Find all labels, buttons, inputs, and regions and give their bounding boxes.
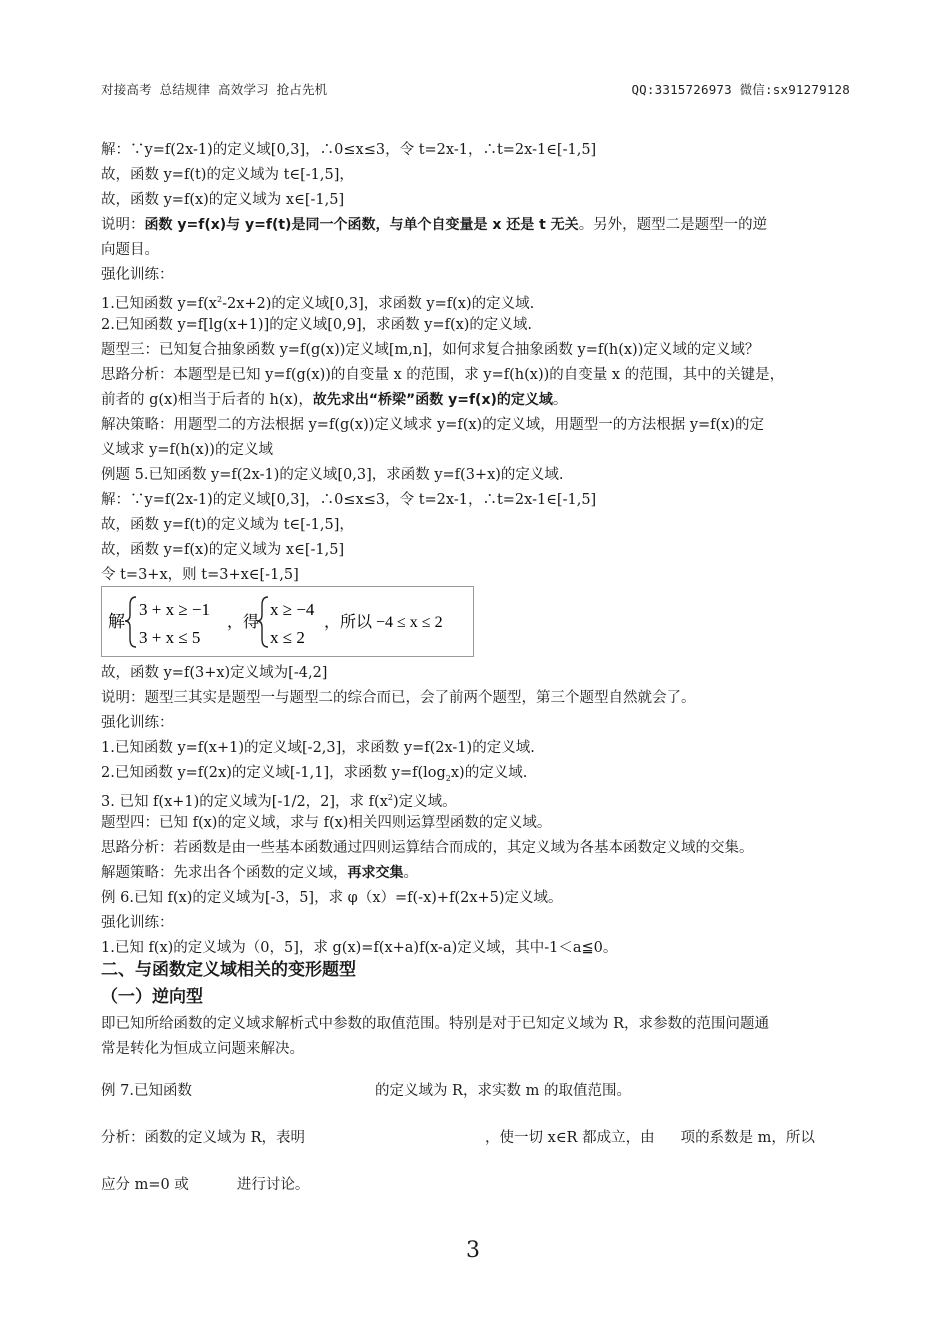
- solution-line-3: 故，函数 y=f(x)的定义域为 x∈[-1,5]: [101, 192, 345, 208]
- log-base: 2: [445, 774, 451, 783]
- type4-strategy-bold: 再求交集: [347, 865, 404, 881]
- practice-item-1-a: 1.已知函数 y=f(x: [101, 295, 217, 312]
- practice2-item-2-b: x)的定义域.: [450, 765, 528, 781]
- get-label: ，得: [227, 614, 260, 631]
- practice-item-1-b: -2x+2)的定义域[0,3]，求函数 y=f(x)的定义域.: [222, 295, 535, 312]
- practice-item-1: [101, 290, 861, 314]
- type3-analysis-2: [101, 390, 861, 410]
- example5-result: 故，函数 y=f(3+x)定义域为[-4,2]: [101, 665, 328, 681]
- solution-line-1: 解：∵y=f(2x-1)的定义域[0,3]，∴0≤x≤3，令 t=2x-1，∴t=2x-1∈[-1,5]: [101, 142, 597, 158]
- example5-line-2: 故，函数 y=f(t)的定义域为 t∈[-1,5]，: [101, 517, 354, 533]
- example7-analysis: [101, 1128, 861, 1148]
- exponent-2: 2: [387, 793, 393, 802]
- page-number: 3: [466, 1238, 480, 1263]
- type3-analysis-2-a: 前者的 g(x)相当于后者的 h(x)，: [101, 392, 313, 408]
- practice2-item-2-a: 2.已知函数 y=f(2x)的定义域[-1,1]，求函数 y=f(log: [101, 765, 446, 781]
- header-contact: QQ:3315726973 微信:sx91279128: [631, 82, 850, 97]
- example5-line-3: 故，函数 y=f(x)的定义域为 x∈[-1,5]: [101, 542, 345, 558]
- example7-discuss-b: 进行讨论。: [236, 1177, 310, 1193]
- practice-heading-3: 强化训练：: [101, 915, 174, 931]
- example7-analysis-c: 项的系数是 m，所以: [680, 1130, 815, 1146]
- practice2-item-3-a: 3. 已知 f(x+1)的定义域为[-1/2，2]，求 f(x: [101, 793, 388, 810]
- example7-analysis-a: 分析：函数的定义域为 R，表明: [101, 1130, 306, 1146]
- example7-title-a: 例 7.已知函数: [101, 1083, 192, 1099]
- example7-title: [101, 1081, 861, 1101]
- example7-title-b: 的定义域为 R，求实数 m 的取值范围。: [374, 1083, 631, 1099]
- inequality-row-4: x ≤ 2: [270, 628, 305, 647]
- note-label: 说明：: [101, 217, 145, 233]
- note-line-2: 向题目。: [101, 242, 159, 258]
- practice2-item-3: [101, 788, 861, 812]
- inequality-row-2: 3 + x ≤ 5: [139, 628, 201, 647]
- example5-title: 例题 5.已知函数 y=f(2x-1)的定义域[0,3]，求函数 y=f(3+x)的定义域.: [101, 467, 564, 483]
- practice2-item-1: 1.已知函数 y=f(x+1)的定义域[-2,3]，求函数 y=f(2x-1)的定义域.: [101, 740, 535, 756]
- inverse-intro-2: 常是转化为恒成立问题来解决。: [101, 1041, 304, 1057]
- example7-discuss-a: 应分 m=0 或: [101, 1177, 189, 1193]
- solve-label: 解: [108, 612, 125, 631]
- exponent: 2: [217, 295, 223, 304]
- inequality-system-image: [101, 586, 474, 657]
- solution-line-2: 故，函数 y=f(t)的定义域为 t∈[-1,5]，: [101, 167, 354, 183]
- conclusion-label: ，所以 −4 ≤ x ≤ 2: [324, 614, 443, 631]
- type3-strategy-2: 义域求 y=f(h(x))的定义域: [101, 442, 273, 458]
- type3-note: 说明：题型三其实是题型一与题型二的综合而已，会了前两个题型，第三个题型自然就会了。: [101, 690, 696, 706]
- example6-title: 例 6.已知 f(x)的定义域为[-3，5]，求 φ（x）=f(-x)+f(2x+5)定义域。: [101, 890, 563, 906]
- practice2-item-2: [101, 763, 861, 789]
- type3-title: 题型三：已知复合抽象函数 y=f(g(x))定义域[m,n]，如何求复合抽象函数 y=f(h(x))定义域的定义域？: [101, 342, 760, 358]
- practice-heading: 强化训练：: [101, 267, 174, 283]
- type3-strategy-1: 解决策略：用题型二的方法根据 y=f(g(x))定义域求 y=f(x)的定义域，用题型一的方法根据 y=f(x)的定: [101, 417, 765, 433]
- example7-analysis-b: ，使一切 x∈R 都成立，由: [485, 1130, 655, 1146]
- type4-strategy: [101, 863, 861, 883]
- left-brace-1: [125, 597, 136, 647]
- practice3-item-1: 1.已知 f(x)的定义域为（0，5]，求 g(x)=f(x+a)f(x-a)定义域，其中-1＜a≦0。: [101, 940, 618, 956]
- type3-analysis-bold: 故先求出“桥梁”函数 y=f(x)的定义域: [312, 392, 553, 408]
- type4-analysis: 思路分析：若函数是由一些基本函数通过四则运算结合而成的，其定义域为各基本函数定义域的交集。: [101, 840, 754, 856]
- example5-line-4: 令 t=3+x，则 t=3+x∈[-1,5]: [101, 567, 299, 583]
- example5-line-1: 解：∵y=f(2x-1)的定义域[0,3]，∴0≤x≤3，令 t=2x-1，∴t=2x-1∈[-1,5]: [101, 492, 597, 508]
- header-slogan: 对接高考 总结规律 高效学习 抢占先机: [101, 82, 328, 97]
- practice2-item-3-b: )定义域。: [392, 793, 457, 810]
- type4-title: 题型四：已知 f(x)的定义域，求与 f(x)相关四则运算型函数的定义域。: [101, 815, 552, 831]
- inequality-row-3: x ≥ −4: [270, 600, 315, 619]
- type4-strategy-a: 解题策略：先求出各个函数的定义域，: [101, 865, 348, 881]
- practice-heading-2: 强化训练：: [101, 715, 174, 731]
- example7-discuss: [101, 1175, 861, 1195]
- subsection-heading-1: （一）逆向型: [101, 987, 203, 1007]
- type3-analysis-2-c: 。: [552, 392, 568, 408]
- section-heading-2: 二、与函数定义域相关的变形题型: [101, 960, 356, 980]
- note-bold: 函数 y=f(x)与 y=f(t)是同一个函数，与单个自变量是 x 还是 t 无关: [144, 217, 579, 233]
- type3-analysis-1: 思路分析：本题型是已知 y=f(g(x))的自变量 x 的范围，求 y=f(h(x))的自变量 x 的范围，其中的关键是，: [101, 367, 785, 383]
- inequality-row-1: 3 + x ≥ −1: [139, 600, 211, 619]
- note-tail: 。另外，题型二是题型一的逆: [578, 217, 768, 233]
- type4-strategy-c: 。: [403, 865, 418, 881]
- practice-item-2: 2.已知函数 y=f[lg(x+1)]的定义域[0,9]，求函数 y=f(x)的定义域.: [101, 317, 533, 333]
- inverse-intro-1: 即已知所给函数的定义域求解析式中参数的取值范围。特别是对于已知定义域为 R，求参数的范围问题通: [101, 1016, 770, 1032]
- note-line: [101, 215, 861, 235]
